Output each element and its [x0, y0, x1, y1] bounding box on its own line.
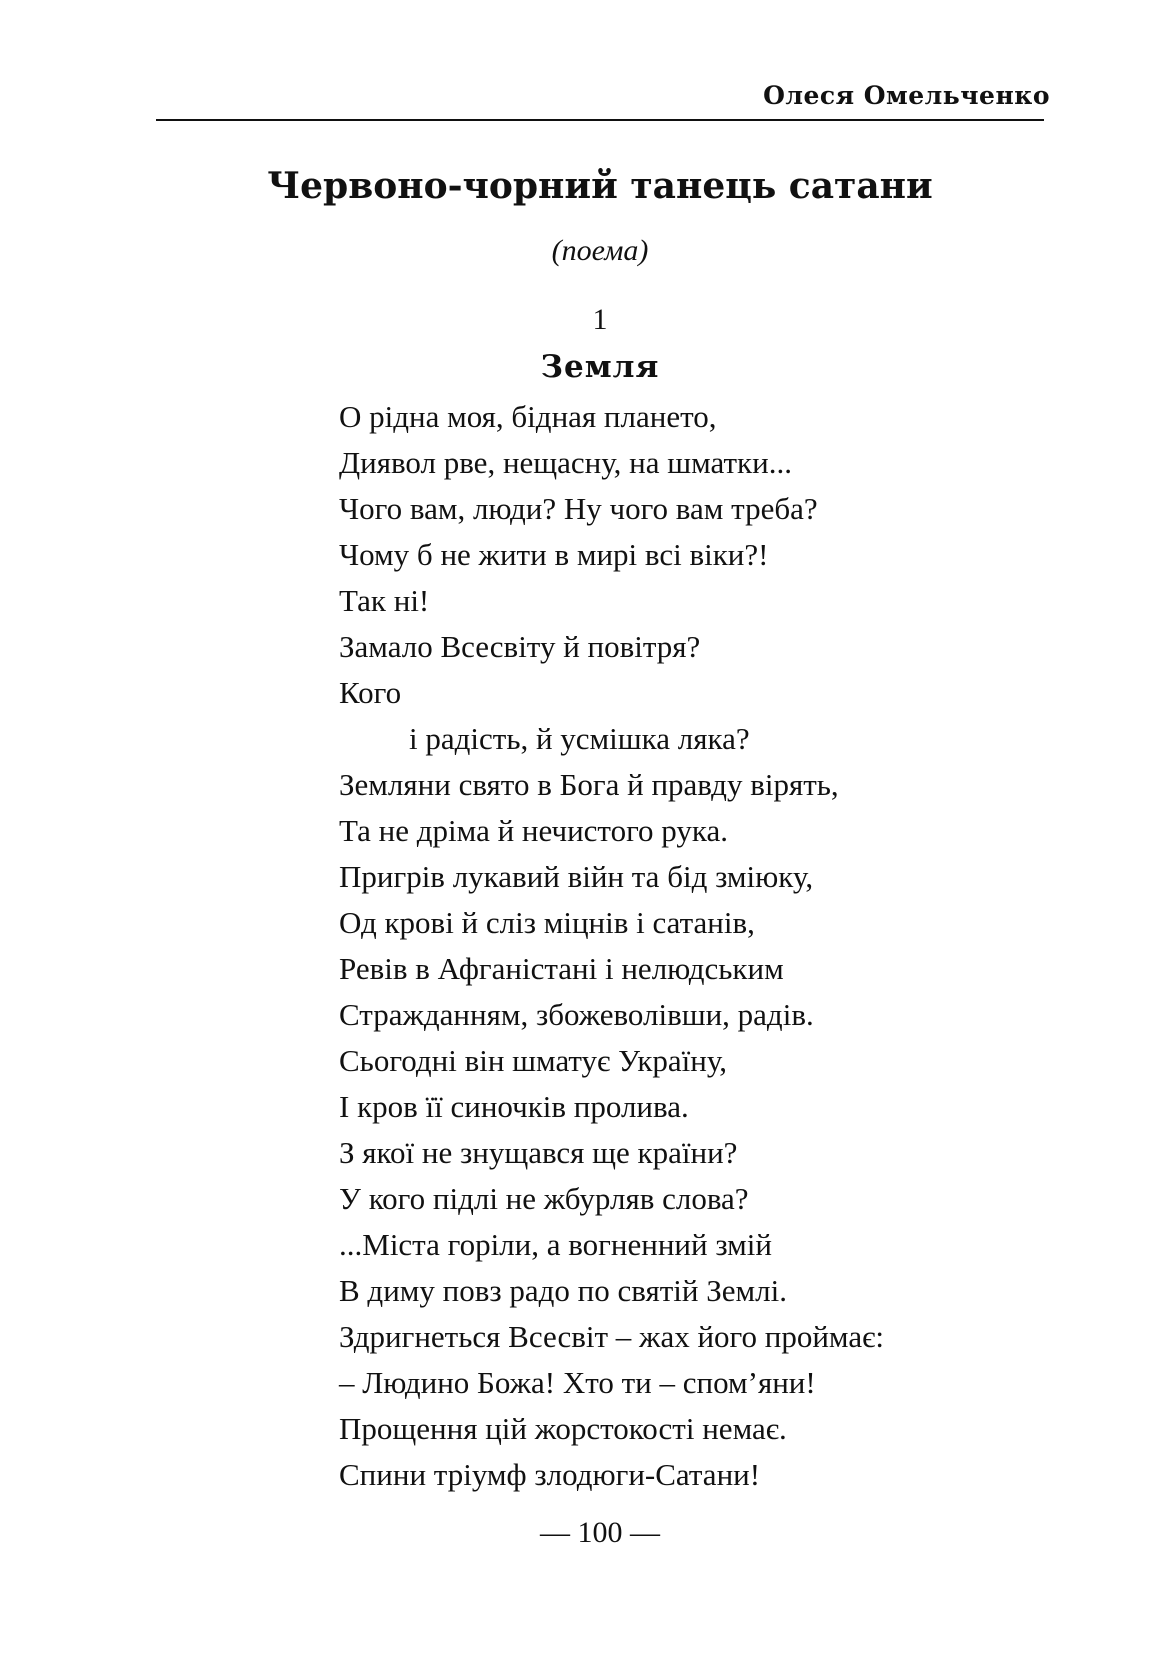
poem-stanza — [339, 394, 1039, 1498]
poem-line: Од крові й сліз міцнів і сатанів, — [339, 905, 755, 940]
page-number: — 100 — — [540, 1516, 660, 1549]
poem-line: Чого вам, люди? Ну чого вам треба? — [339, 491, 818, 526]
poem-line: Прощення цій жорстокості немає. — [339, 1411, 787, 1446]
poem-line: Пригрів лукавий війн та бід зміюку, — [339, 859, 814, 894]
poem-genre: (поема) — [551, 234, 649, 267]
poem-line: І кров її синочків пролива. — [339, 1089, 689, 1124]
poem-line: Та не дріма й нечистого рука. — [339, 813, 728, 848]
header-divider — [156, 119, 1044, 121]
poem-line: Сьогодні він шматує Україну, — [339, 1043, 727, 1078]
poem-line: Земляни свято в Бога й правду вірять, — [339, 767, 839, 802]
poem-line: З якої не знущався ще країни? — [339, 1135, 738, 1170]
poem-line: Диявол рве, нещасну, на шматки... — [339, 445, 792, 480]
poem-line-indented: і радість, й усмішка ляка? — [409, 721, 750, 756]
poem-line: Кого — [339, 675, 402, 710]
poem-line: О рідна моя, бідная плането, — [339, 399, 717, 434]
poem-line: Стражданням, збожеволівши, радів. — [339, 997, 814, 1032]
poem-line: Спини тріумф злодюги-Сатани! — [339, 1457, 761, 1492]
poem-line: Ревів в Афганістані і нелюдським — [339, 951, 784, 986]
poem-line: Так ні! — [339, 583, 430, 618]
poem-title: Червоно-чорний танець сатани — [267, 165, 933, 207]
poem-line: Замало Всесвіту й повітря? — [339, 629, 701, 664]
poem-line: ...Міста горіли, а вогненний змій — [339, 1227, 772, 1262]
part-title: Земля — [540, 349, 660, 385]
poem-line: Здригнеться Всесвіт – жах його проймає: — [339, 1319, 885, 1354]
poem-line: – Людино Божа! Хто ти – спом’яни! — [339, 1365, 816, 1400]
part-number: 1 — [592, 303, 608, 336]
running-header-author: Олеся Омельченко — [763, 81, 1050, 110]
poem-line: У кого підлі не жбурляв слова? — [339, 1181, 749, 1216]
poem-line: Чому б не жити в мирі всі віки?! — [339, 537, 769, 572]
poem-line: В диму повз радо по святій Землі. — [339, 1273, 787, 1308]
